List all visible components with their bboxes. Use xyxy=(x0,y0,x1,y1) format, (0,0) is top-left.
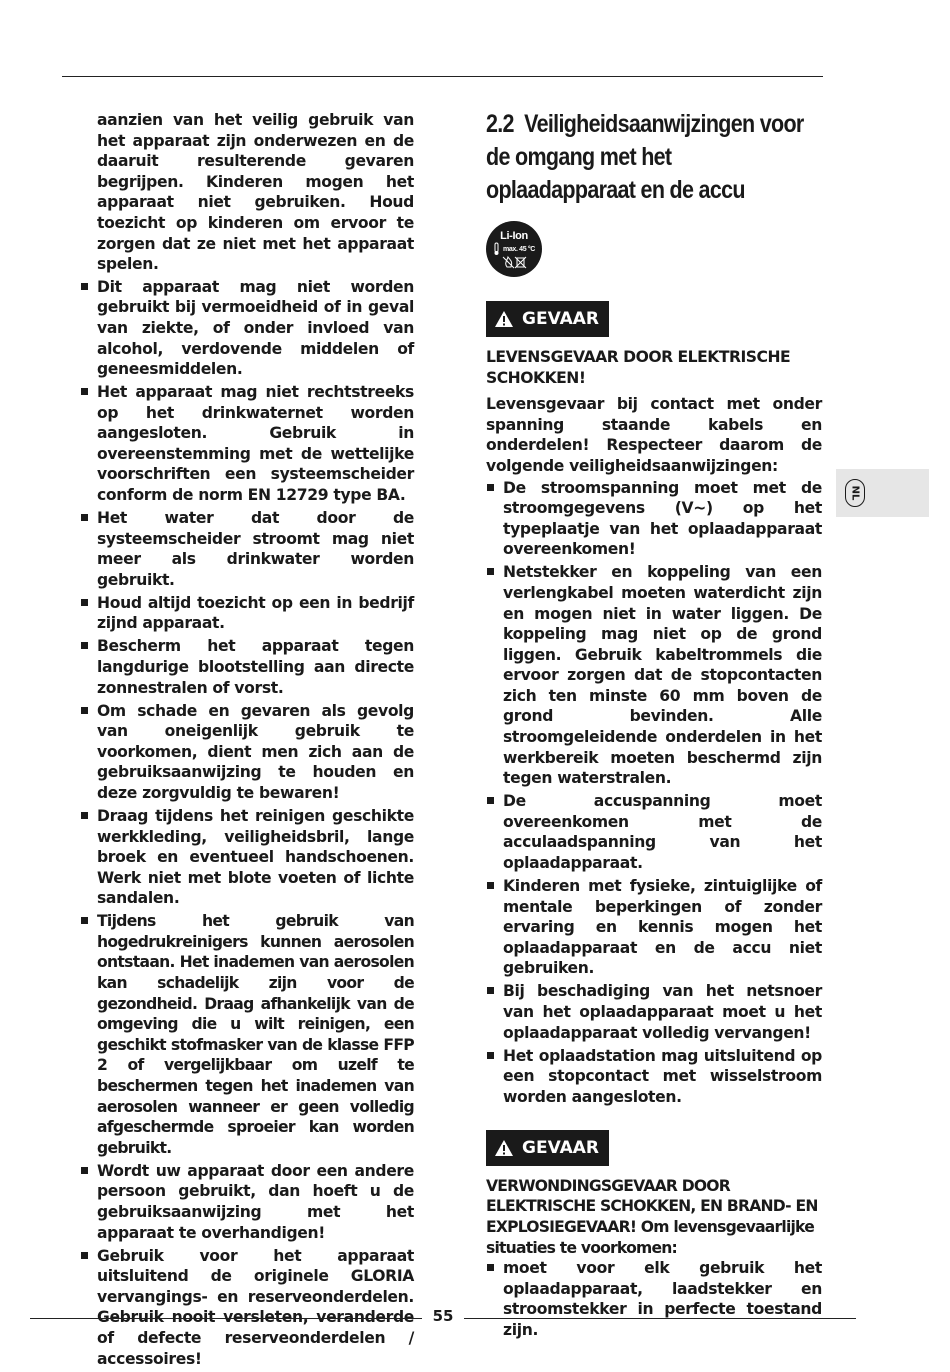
list-item: Bij beschadiging van het netsnoer van het oplaadapparaat moet u het oplaadapparaat volledig vervangen! xyxy=(486,981,822,1043)
square-bullet-icon xyxy=(81,707,88,714)
li-ion-badge-graphic xyxy=(486,221,542,277)
warning-lead: Levensgevaar bij contact met onder spanning staande kabels en onderdelen! Respecteer daarom de volgende veiligheidsaanwijzingen: xyxy=(486,395,822,475)
square-bullet-icon xyxy=(81,388,88,395)
list-item: Het oplaadstation mag uitsluitend op een stopcontact met wisselstroom worden aangesloten. xyxy=(486,1046,822,1108)
square-bullet-icon xyxy=(487,568,494,575)
page-number: 55 xyxy=(432,1307,454,1325)
list-item: Het water dat door de systeemscheider stroomt mag niet meer als drinkwater worden gebruikt. xyxy=(80,508,414,590)
square-bullet-icon xyxy=(81,917,88,924)
square-bullet-icon xyxy=(487,1264,494,1271)
square-bullet-icon xyxy=(487,484,494,491)
badge-temp-text: max. 45 °C xyxy=(503,246,535,253)
left-bullet-list xyxy=(80,277,414,1369)
list-item: Dit apparaat mag niet worden gebruikt bij vermoeidheid of in geval van ziekte, of onder invloed van alcohol, verdovende middelen of geneesmiddelen. xyxy=(80,277,414,380)
section-number: 2.2 xyxy=(486,110,514,138)
list-item: Kinderen met fysieke, zintuiglijke of mentale beperkingen of zonder ervaring en kennis mogen het oplaadapparaat en de accu niet gebruiken. xyxy=(486,876,822,979)
right-column xyxy=(486,108,822,1343)
footer-rule-right xyxy=(464,1318,856,1319)
danger-label: GEVAAR xyxy=(486,1130,609,1166)
square-bullet-icon xyxy=(81,812,88,819)
badge-top-text: Li-Ion xyxy=(500,230,528,242)
li-ion-badge xyxy=(486,221,542,277)
list-item: Netstekker en koppeling van een verlengkabel moeten waterdicht zijn en mogen niet in water liggen. De koppeling mag niet op de grond liggen. Gebruik kabeltrommels die ervoor zorgen dat de stopcontacten zich ten minste 60 mm boven de grond bevinden. Alle stroomgeleidende onderdelen in het werkbereik moeten beschermd zijn tegen waterstralen. xyxy=(486,562,822,789)
square-bullet-icon xyxy=(487,1052,494,1059)
warning-bullet-list xyxy=(486,478,822,1108)
language-badge: NL xyxy=(845,479,865,507)
list-item: Draag tijdens het reinigen geschikte werkkleding, veiligheidsbril, lange broek en eventueel handschoenen. Werk niet met blote voeten of lichte sandalen. xyxy=(80,806,414,909)
square-bullet-icon xyxy=(81,283,88,290)
square-bullet-icon xyxy=(487,987,494,994)
square-bullet-icon xyxy=(81,1252,88,1259)
danger-label: GEVAAR xyxy=(486,301,609,337)
list-item: moet voor elk gebruik het oplaadapparaat, laadstekker en stroomstekker in perfecte toestand zijn. xyxy=(486,1258,822,1340)
warning-bullet-list xyxy=(486,1258,822,1340)
left-column xyxy=(80,110,414,1372)
warning-triangle-icon xyxy=(494,310,514,328)
warning-triangle-icon xyxy=(494,1139,514,1157)
list-item: Houd altijd toezicht op een in bedrijf zijnd apparaat. xyxy=(80,593,414,634)
warning-lead: Om levensgevaarlijke situaties te voorkomen: xyxy=(486,1217,814,1257)
section-title: Veiligheidsaanwijzingen voor de omgang met het oplaadapparaat en de accu xyxy=(486,110,804,204)
footer-rule-left xyxy=(30,1318,422,1319)
square-bullet-icon xyxy=(81,642,88,649)
square-bullet-icon xyxy=(487,882,494,889)
list-item: Om schade en gevaren als gevolg van oneigenlijk gebruik te voorkomen, dient men zich aan de gebruiksaanwijzing te houden en deze zorgvuldig te bewaren! xyxy=(80,701,414,804)
warning-title: VERWONDINGSGEVAAR DOOR ELEKTRISCHE SCHOKKEN, EN BRAND- EN EXPLOSIEGEVAAR! Om levensgevaarlijke situaties te voorkomen: xyxy=(486,1176,818,1257)
list-item: Het apparaat mag niet rechtstreeks op het drinkwaternet worden aangesloten. Gebruik in overeenstemming met de wettelijke voorschriften een systeemscheider conform de norm EN 12729 type BA. xyxy=(80,382,414,506)
square-bullet-icon xyxy=(81,1167,88,1174)
list-item: De stroomspanning moet met de stroomgegevens (V~) op het typeplaatje van het oplaadapparaat overeenkomen! xyxy=(486,478,822,560)
list-item: Tijdens het gebruik van hogedrukreinigers kunnen aerosolen ontstaan. Het inademen van aerosolen kan schadelijk zijn voor de gezondheid. Draag afhankelijk van de omgeving die u wilt reinigen, een geschikt stofmasker van de klasse FFP 2 of vergelijkbaar om uzelf te beschermen tegen het inademen van aerosolen wanneer er geen volledig afgeschermde sproeier kan worden gebruikt. xyxy=(80,911,414,1158)
list-item: Bescherm het apparaat tegen langdurige blootstelling aan directe zonnestralen of vorst. xyxy=(80,636,414,698)
list-item: Gebruik voor het apparaat uitsluitend de originele GLORIA vervangings- en reserveonderdelen. Gebruik nooit versleten, veranderde of defecte reserveonderdelen / accessoires! xyxy=(80,1246,414,1370)
section-heading xyxy=(486,108,821,207)
square-bullet-icon xyxy=(487,797,494,804)
intro-paragraph: aanzien van het veilig gebruik van het apparaat zijn onderwezen en de daaruit resulterende gevaren begrijpen. Kinderen mogen het apparaat niet gebruiken. Houd toezicht op kinderen om ervoor te zorgen dat ze niet met het apparaat spelen. xyxy=(97,111,414,274)
top-rule xyxy=(62,76,823,77)
warning-title: LEVENSGEVAAR DOOR ELEKTRISCHE SCHOKKEN! xyxy=(486,348,791,387)
list-item: Wordt uw apparaat door een andere persoon gebruikt, dan hoeft u de gebruiksaanwijzing met het apparaat te overhandigen! xyxy=(80,1161,414,1243)
square-bullet-icon xyxy=(81,599,88,606)
square-bullet-icon xyxy=(81,514,88,521)
list-item: De accuspanning moet overeenkomen met de acculaadspanning van het oplaadapparaat. xyxy=(486,791,822,873)
